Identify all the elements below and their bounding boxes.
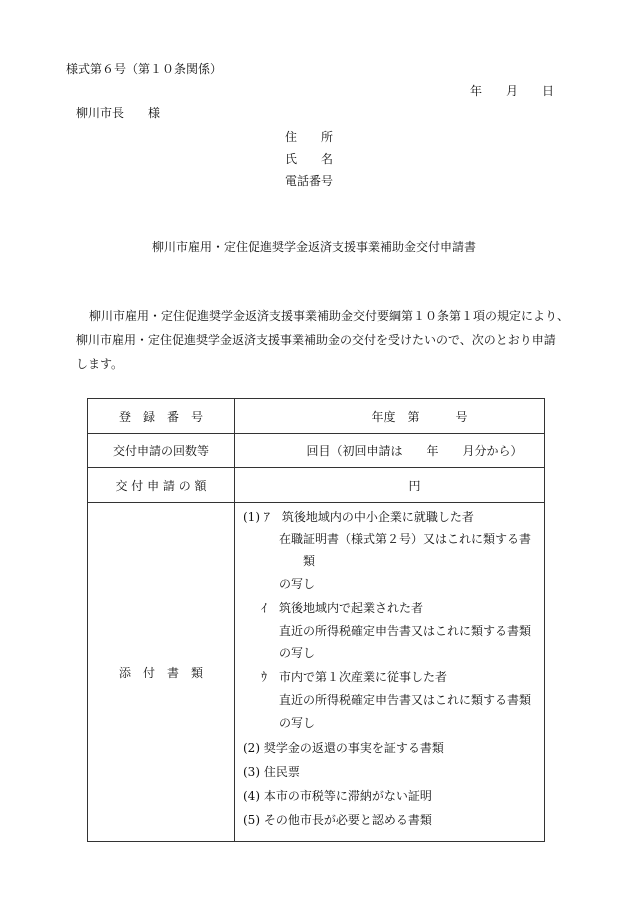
attachments-list	[235, 503, 544, 841]
attachment-item-3: (3) 住民票	[243, 765, 300, 779]
attachment-item-1c: ｳ 市内で第１次産業に従事した者	[261, 670, 448, 684]
application-table	[87, 398, 545, 842]
form-number: 様式第６号（第１０条関係）	[66, 62, 223, 76]
attachment-item-1c-detail: 直近の所得税確定申告書又はこれに類する書類	[279, 693, 532, 707]
attachment-item-1c-copy: の写し	[279, 716, 316, 730]
attachment-item-1a-detail-cont: 類	[303, 554, 316, 568]
attachment-item-1b: ｲ 筑後地域内で起業された者	[261, 601, 424, 615]
name-label: 氏 名	[285, 152, 334, 166]
attachment-item-4: (4) 本市の市税等に滞納がない証明	[243, 789, 432, 803]
attachment-item-1b-copy: の写し	[279, 646, 316, 660]
registration-number-value: 年度 第 号	[235, 399, 545, 434]
attachment-item-2: (2) 奨学金の返還の事実を証する書類	[243, 741, 444, 755]
body-text-line-1: 柳川市雇用・定住促進奨学金返済支援事業補助金交付要綱第１０条第１項の規定により、	[89, 309, 570, 323]
table-row-application-amount	[88, 468, 545, 503]
table-row-attachments	[88, 503, 545, 842]
attachment-item-1a: (1) ｱ 筑後地域内の中小企業に就職した者	[243, 510, 474, 524]
attachment-item-5: (5) その他市長が必要と認める書類	[243, 813, 432, 827]
application-count-value: 回目（初回申請は 年 月分から）	[235, 434, 545, 468]
attachments-label: 添 付 書 類	[88, 503, 235, 842]
phone-label: 電話番号	[285, 174, 334, 188]
attachment-item-1a-copy: の写し	[279, 577, 316, 591]
address-label: 住 所	[285, 130, 334, 144]
application-amount-value: 円	[235, 468, 545, 503]
addressee: 柳川市長 様	[76, 106, 161, 120]
body-text-line-2: 柳川市雇用・定住促進奨学金返済支援事業補助金の交付を受けたいので、次のとおり申請	[76, 333, 556, 347]
date-line: 年 月 日	[470, 84, 555, 98]
application-amount-label: 交 付 申 請 の 額	[88, 468, 235, 503]
attachment-item-1a-detail: 在職証明書（様式第２号）又はこれに類する書	[279, 532, 532, 546]
attachment-item-1b-detail: 直近の所得税確定申告書又はこれに類する書類	[279, 624, 532, 638]
attachments-cell	[235, 503, 545, 842]
table-row-registration-number	[88, 399, 545, 434]
body-text-line-3: します。	[76, 357, 124, 371]
document-title: 柳川市雇用・定住促進奨学金返済支援事業補助金交付申請書	[152, 240, 477, 254]
registration-number-label: 登 録 番 号	[88, 399, 235, 434]
application-count-label: 交付申請の回数等	[88, 434, 235, 468]
table-row-application-count	[88, 434, 545, 468]
